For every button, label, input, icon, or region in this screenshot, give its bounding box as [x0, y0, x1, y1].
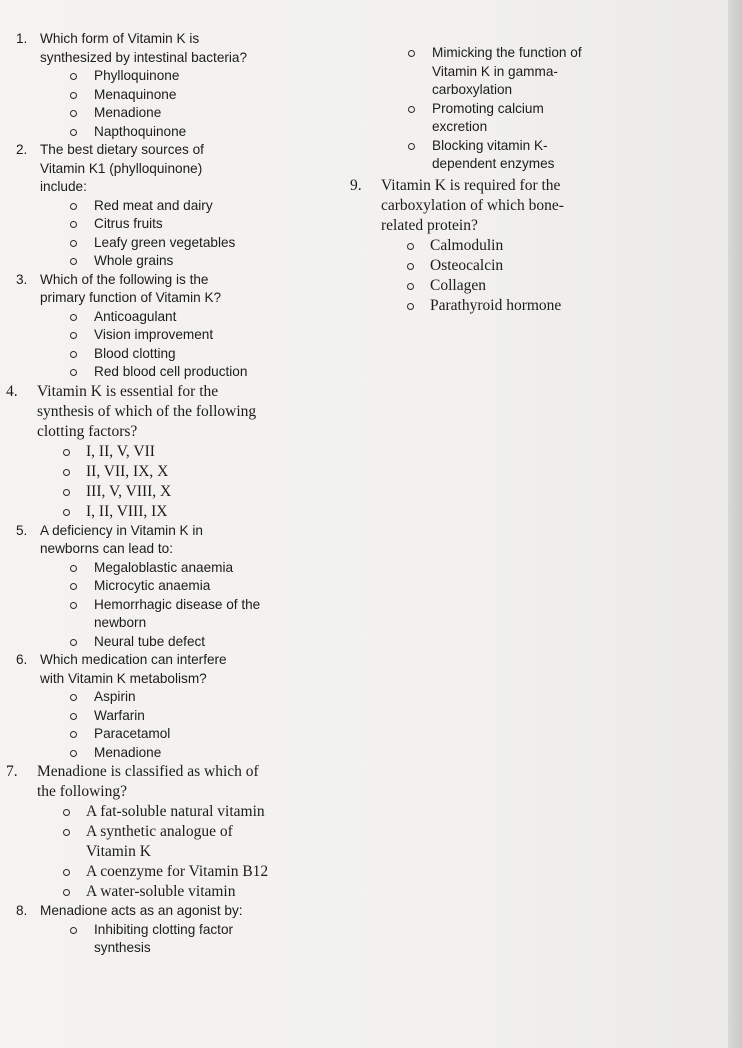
- radio-bullet-icon[interactable]: [70, 110, 77, 117]
- answer-option[interactable]: [6, 104, 306, 123]
- option-label: Calmodulin: [430, 236, 504, 254]
- question-9: [350, 176, 600, 316]
- radio-bullet-icon[interactable]: [63, 889, 70, 896]
- option-line: [6, 842, 306, 862]
- question-9-block: [350, 176, 600, 316]
- question-line: carboxylation of which bone-: [381, 196, 564, 214]
- option-line: [6, 559, 306, 578]
- radio-bullet-icon[interactable]: [70, 221, 77, 228]
- option-label: I, II, V, VII: [86, 442, 155, 460]
- question-4: [6, 382, 306, 522]
- answer-option[interactable]: [6, 308, 306, 327]
- option-line: [6, 882, 306, 902]
- option-line: [6, 614, 306, 633]
- question-line: Menadione acts as an agonist by:: [40, 903, 243, 918]
- option-line: [350, 155, 600, 174]
- question-1: [6, 30, 306, 141]
- question-number: 8.: [16, 903, 28, 918]
- radio-bullet-icon[interactable]: [407, 263, 414, 270]
- option-label: Napthoquinone: [94, 123, 187, 139]
- answer-option[interactable]: [6, 596, 306, 633]
- option-line: [350, 100, 600, 119]
- question-text: [6, 762, 306, 782]
- option-line: [6, 802, 306, 822]
- answer-option[interactable]: [350, 44, 600, 100]
- answer-option[interactable]: [6, 822, 306, 862]
- radio-bullet-icon[interactable]: [63, 829, 70, 836]
- option-label: Collagen: [430, 276, 486, 294]
- option-label: Megaloblastic anaemia: [94, 559, 234, 575]
- question-text: [6, 651, 306, 670]
- option-line: [350, 296, 600, 316]
- question-line: A deficiency in Vitamin K in: [40, 522, 203, 538]
- question-8-continued-options: [350, 44, 600, 174]
- radio-bullet-icon[interactable]: [70, 583, 77, 590]
- answer-option[interactable]: [6, 86, 306, 105]
- question-number: 3.: [16, 271, 28, 287]
- question-line: Vitamin K is essential for the: [37, 382, 219, 400]
- question-line: the following?: [37, 783, 127, 800]
- answer-option[interactable]: [6, 345, 306, 364]
- radio-bullet-icon[interactable]: [70, 927, 77, 934]
- radio-bullet-icon[interactable]: [70, 713, 77, 720]
- option-line: [6, 234, 306, 253]
- answer-option[interactable]: [350, 296, 600, 316]
- radio-bullet-icon[interactable]: [70, 565, 77, 572]
- answer-option[interactable]: [6, 215, 306, 234]
- radio-bullet-icon[interactable]: [70, 602, 77, 609]
- option-line: [6, 707, 306, 726]
- option-label: Vitamin K: [86, 843, 151, 860]
- radio-bullet-icon[interactable]: [70, 240, 77, 247]
- answer-option[interactable]: [6, 633, 306, 652]
- option-label: Menaquinone: [94, 86, 177, 102]
- question-line: Which form of Vitamin K is: [40, 31, 200, 46]
- question-2: [6, 141, 306, 271]
- question-number: 4.: [6, 382, 18, 400]
- answer-option[interactable]: [6, 882, 306, 902]
- answer-option[interactable]: [6, 502, 306, 522]
- radio-bullet-icon[interactable]: [70, 639, 77, 646]
- question-line: primary function of Vitamin K?: [40, 290, 222, 305]
- option-label: Parathyroid hormone: [430, 296, 562, 314]
- option-label: Aspirin: [94, 689, 136, 704]
- answer-option[interactable]: [6, 744, 306, 763]
- option-line: [6, 86, 306, 105]
- option-label: Leafy green vegetables: [94, 234, 236, 250]
- answer-option[interactable]: [6, 559, 306, 578]
- radio-bullet-icon[interactable]: [63, 469, 70, 476]
- option-line: [6, 921, 306, 940]
- option-label: Blocking vitamin K-: [432, 137, 548, 153]
- option-label: A synthetic analogue of: [86, 823, 233, 840]
- answer-option[interactable]: [350, 276, 600, 296]
- answer-option[interactable]: [6, 862, 306, 882]
- option-line: [6, 252, 306, 271]
- radio-bullet-icon[interactable]: [70, 73, 77, 80]
- radio-bullet-icon[interactable]: [408, 106, 415, 113]
- question-line: clotting factors?: [37, 422, 138, 440]
- option-label: synthesis: [94, 940, 151, 955]
- option-label: Red blood cell production: [94, 364, 248, 379]
- option-line: [6, 862, 306, 882]
- radio-bullet-icon[interactable]: [70, 731, 77, 738]
- option-label: A fat-soluble natural vitamin: [86, 803, 265, 820]
- question-text: [350, 176, 600, 196]
- option-label: Mimicking the function of: [432, 45, 582, 60]
- radio-bullet-icon[interactable]: [70, 314, 77, 321]
- radio-bullet-icon[interactable]: [63, 489, 70, 496]
- option-line: [6, 104, 306, 123]
- radio-bullet-icon[interactable]: [70, 750, 77, 757]
- answer-option[interactable]: [6, 363, 306, 382]
- radio-bullet-icon[interactable]: [70, 203, 77, 210]
- question-text: [350, 216, 600, 236]
- option-label: III, V, VIII, X: [86, 482, 172, 500]
- option-label: Neural tube defect: [94, 633, 206, 649]
- answer-option[interactable]: [350, 137, 600, 174]
- question-text: [6, 540, 306, 559]
- option-label: Menadione: [94, 105, 162, 120]
- answer-option[interactable]: [6, 197, 306, 216]
- question-line: newborns can lead to:: [40, 541, 174, 556]
- option-label: carboxylation: [432, 82, 513, 97]
- option-line: [6, 502, 306, 522]
- option-line: [6, 462, 306, 482]
- option-line: [6, 215, 306, 234]
- option-label: Vision improvement: [94, 327, 214, 342]
- answer-option[interactable]: [6, 123, 306, 142]
- option-label: Promoting calcium: [432, 100, 544, 116]
- radio-bullet-icon[interactable]: [407, 303, 414, 310]
- question-line: Vitamin K1 (phylloquinone): [40, 160, 203, 176]
- option-label: newborn: [94, 615, 147, 630]
- radio-bullet-icon[interactable]: [70, 332, 77, 339]
- question-number: 6.: [16, 652, 28, 667]
- answer-option[interactable]: [6, 725, 306, 744]
- answer-option[interactable]: [6, 67, 306, 86]
- radio-bullet-icon[interactable]: [70, 92, 77, 99]
- question-6: [6, 651, 306, 762]
- question-line: related protein?: [381, 216, 478, 234]
- question-text: [6, 782, 306, 802]
- question-number: 2.: [16, 142, 28, 157]
- option-label: A water-soluble vitamin: [86, 883, 236, 900]
- option-label: A coenzyme for Vitamin B12: [86, 863, 269, 880]
- question-text: [6, 30, 306, 49]
- option-label: Osteocalcin: [430, 256, 504, 274]
- option-label: Phylloquinone: [94, 68, 180, 83]
- question-line: The best dietary sources of: [40, 142, 204, 157]
- question-text: [6, 422, 306, 442]
- option-line: [350, 81, 600, 100]
- answer-option[interactable]: [6, 707, 306, 726]
- option-line: [6, 744, 306, 763]
- question-5: [6, 522, 306, 652]
- question-number: 1.: [16, 31, 28, 46]
- option-line: [6, 308, 306, 327]
- answer-option[interactable]: [350, 100, 600, 137]
- radio-bullet-icon[interactable]: [70, 258, 77, 265]
- option-line: [350, 137, 600, 156]
- option-label: Hemorrhagic disease of the: [94, 596, 261, 612]
- radio-bullet-icon[interactable]: [70, 369, 77, 376]
- option-label: I, II, VIII, IX: [86, 502, 168, 520]
- answer-option[interactable]: [6, 442, 306, 462]
- option-line: [350, 236, 600, 256]
- option-line: [6, 596, 306, 615]
- option-line: [350, 276, 600, 296]
- option-line: [6, 725, 306, 744]
- option-line: [6, 442, 306, 462]
- option-label: II, VII, IX, X: [86, 462, 169, 480]
- option-line: [350, 118, 600, 137]
- radio-bullet-icon[interactable]: [63, 509, 70, 516]
- question-text: [6, 402, 306, 422]
- option-line: [6, 939, 306, 958]
- option-label: dependent enzymes: [432, 156, 555, 171]
- question-line: include:: [40, 179, 87, 194]
- answer-option[interactable]: [6, 688, 306, 707]
- answer-option[interactable]: [6, 577, 306, 596]
- radio-bullet-icon[interactable]: [70, 694, 77, 701]
- question-text: [350, 196, 600, 216]
- question-7: [6, 762, 306, 902]
- question-line: synthesized by intestinal bacteria?: [40, 49, 248, 65]
- question-text: [6, 178, 306, 197]
- radio-bullet-icon[interactable]: [407, 243, 414, 250]
- option-label: Blood clotting: [94, 345, 176, 361]
- radio-bullet-icon[interactable]: [63, 449, 70, 456]
- radio-bullet-icon[interactable]: [408, 50, 415, 57]
- option-line: [6, 633, 306, 652]
- answer-option[interactable]: [350, 236, 600, 256]
- question-text: [6, 289, 306, 308]
- question-line: synthesis of which of the following: [37, 402, 257, 420]
- option-label: Citrus fruits: [94, 216, 163, 231]
- option-label: Paracetamol: [94, 726, 171, 741]
- option-label: Warfarin: [94, 707, 145, 723]
- option-line: [6, 482, 306, 502]
- option-line: [6, 363, 306, 382]
- option-line: [350, 256, 600, 276]
- option-line: [6, 345, 306, 364]
- question-number: 7.: [6, 763, 18, 780]
- answer-option[interactable]: [350, 256, 600, 276]
- question-number: 5.: [16, 522, 28, 538]
- option-label: Anticoagulant: [94, 308, 177, 324]
- question-text: [6, 160, 306, 179]
- question-text: [6, 382, 306, 402]
- answer-option[interactable]: [6, 462, 306, 482]
- answer-option[interactable]: [6, 921, 306, 958]
- question-text: [6, 902, 306, 921]
- page-edge-shadow: [728, 0, 742, 1048]
- radio-bullet-icon[interactable]: [407, 283, 414, 290]
- option-label: Microcytic anaemia: [94, 578, 211, 593]
- answer-option[interactable]: [6, 802, 306, 822]
- option-line: [350, 63, 600, 82]
- option-line: [6, 577, 306, 596]
- answer-option[interactable]: [6, 482, 306, 502]
- question-line: Which of the following is the: [40, 271, 209, 287]
- option-label: Vitamin K in gamma-: [432, 63, 558, 79]
- question-text: [6, 49, 306, 68]
- question-line: Vitamin K is required for the: [381, 176, 561, 194]
- answer-option[interactable]: [6, 326, 306, 345]
- left-column: [6, 30, 306, 958]
- question-text: [6, 522, 306, 541]
- option-label: Inhibiting clotting factor: [94, 921, 234, 937]
- answer-option[interactable]: [6, 234, 306, 253]
- option-label: excretion: [432, 119, 488, 134]
- option-line: [6, 123, 306, 142]
- question-3: [6, 271, 306, 382]
- question-8: [6, 902, 306, 958]
- option-line: [6, 822, 306, 842]
- question-line: Which medication can interfere: [40, 652, 227, 667]
- option-line: [6, 197, 306, 216]
- radio-bullet-icon[interactable]: [70, 129, 77, 136]
- question-text: [6, 141, 306, 160]
- option-label: Menadione: [94, 744, 162, 760]
- option-label: Red meat and dairy: [94, 197, 213, 213]
- question-line: Menadione is classified as which of: [37, 763, 259, 780]
- option-line: [6, 67, 306, 86]
- option-line: [6, 688, 306, 707]
- option-line: [6, 326, 306, 345]
- question-number: 9.: [350, 176, 362, 194]
- question-text: [6, 670, 306, 689]
- radio-bullet-icon[interactable]: [70, 351, 77, 358]
- option-line: [350, 44, 600, 63]
- answer-option[interactable]: [6, 252, 306, 271]
- radio-bullet-icon[interactable]: [408, 143, 415, 150]
- radio-bullet-icon[interactable]: [63, 809, 70, 816]
- right-column: [350, 44, 600, 316]
- radio-bullet-icon[interactable]: [63, 869, 70, 876]
- question-text: [6, 271, 306, 290]
- option-label: Whole grains: [94, 253, 174, 268]
- question-line: with Vitamin K metabolism?: [40, 670, 207, 686]
